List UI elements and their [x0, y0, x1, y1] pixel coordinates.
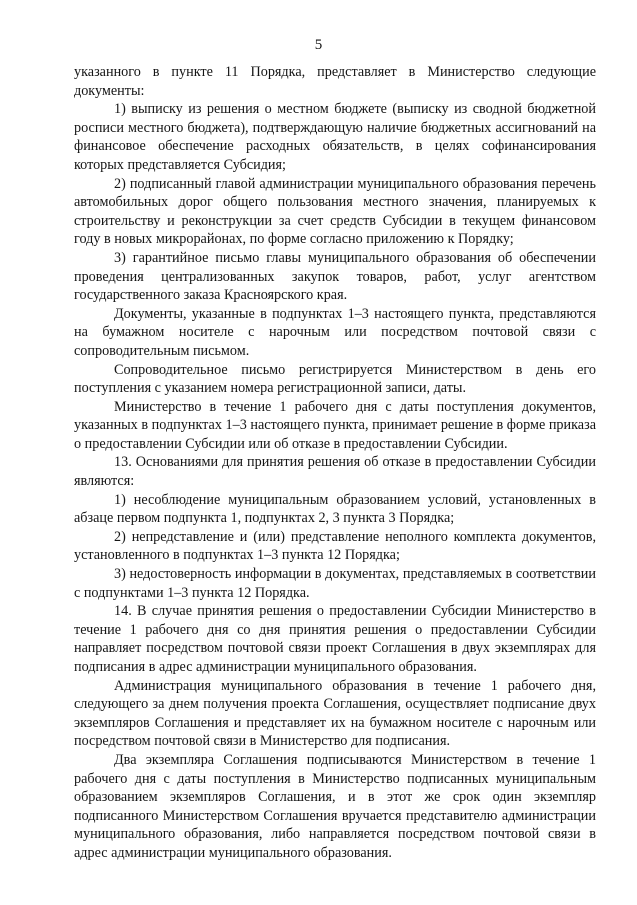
paragraph-section-14: 14. В случае принятия решения о предоставлении Субсидии Министерство в течение 1 рабочего дня со дня принятия решения о предоставлении Субсидии направляет посредством почтовой связи проект Соглашения в двух экземплярах для подписания в адрес администрации муниципального образования.	[74, 603, 596, 675]
page-number: 5	[314, 37, 323, 53]
paragraph-refusal-reason-2: 2) непредставление и (или) представление неполного комплекта документов, установленного в подпунктах 1–3 пункта 12 Порядка;	[74, 528, 596, 564]
paragraph-item-1-budget-extract: 1) выписку из решения о местном бюджете (выписку из сводной бюджетной росписи местного бюджета), подтверждающую наличие бюджетных ассигнований на финансовое обеспечение расходных обязательств, в целях софинансирования которых представляется Субсидия;	[74, 101, 596, 173]
paragraph-refusal-reason-3: 3) недостоверность информации в документах, представляемых в соответствии с подпунктами 1–3 пункта 12 Порядка.	[74, 566, 596, 601]
paragraph-refusal-reason-1: 1) несоблюдение муниципальным образованием условий, установленных в абзаце первом подпункта 1, подпунктах 2, 3 пункта 3 Порядка;	[74, 491, 596, 527]
paragraph-continuation: указанного в пункте 11 Порядка, представляет в Министерство следующие документы:	[74, 64, 596, 99]
paragraph-administration-signing: Администрация муниципального образования в течение 1 рабочего дня, следующего за днем получения проекта Соглашения, осуществляет подписание двух экземпляров Соглашения и представляет их на бумажном носителе с нарочным или посредством почтовой связи в Министерство для подписания.	[74, 677, 596, 750]
paragraph-ministry-signing: Два экземпляра Соглашения подписываются Министерством в течение 1 рабочего дня с даты поступления в Министерство подписанных муниципальным образованием экземпляров Соглашения, и в этот же срок один экземпляр подписанного Министерством Соглашения вручается представителю администрации муниципального образования, либо направляется посредством почтовой связи в адрес администрации муниципального образования.	[74, 751, 596, 861]
document-body	[74, 63, 596, 863]
paragraph-section-13-heading: 13. Основаниями для принятия решения об отказе в предоставлении Субсидии являются:	[74, 454, 596, 490]
paragraph-ministry-decision: Министерство в течение 1 рабочего дня с даты поступления документов, указанных в подпунктах 1–3 настоящего пункта, принимает решение в форме приказа о предоставлении Субсидии или об отказе в предоставлении Субсидии.	[74, 398, 596, 452]
paragraph-cover-letter-registration: Сопроводительное письмо регистрируется Министерством в день его поступления с указанием номера регистрационной записи, даты.	[74, 361, 596, 397]
paragraph-documents-submission: Документы, указанные в подпунктах 1–3 настоящего пункта, представляются на бумажном носителе с нарочным или посредством почтовой связи с сопроводительным письмом.	[74, 305, 596, 359]
paragraph-item-3-guarantee-letter: 3) гарантийное письмо главы муниципального образования об обеспечении проведения централизованных закупок товаров, работ, услуг агентством государственного заказа Красноярского края.	[74, 249, 596, 304]
paragraph-item-2-road-list: 2) подписанный главой администрации муниципального образования перечень автомобильных дорог общего пользования местного значения, планируемых к строительству и реконструкции за счет средств Субсидии в текущем финансовом году в новых микрорайонах, по форме согласно приложению к Порядку;	[74, 175, 596, 248]
